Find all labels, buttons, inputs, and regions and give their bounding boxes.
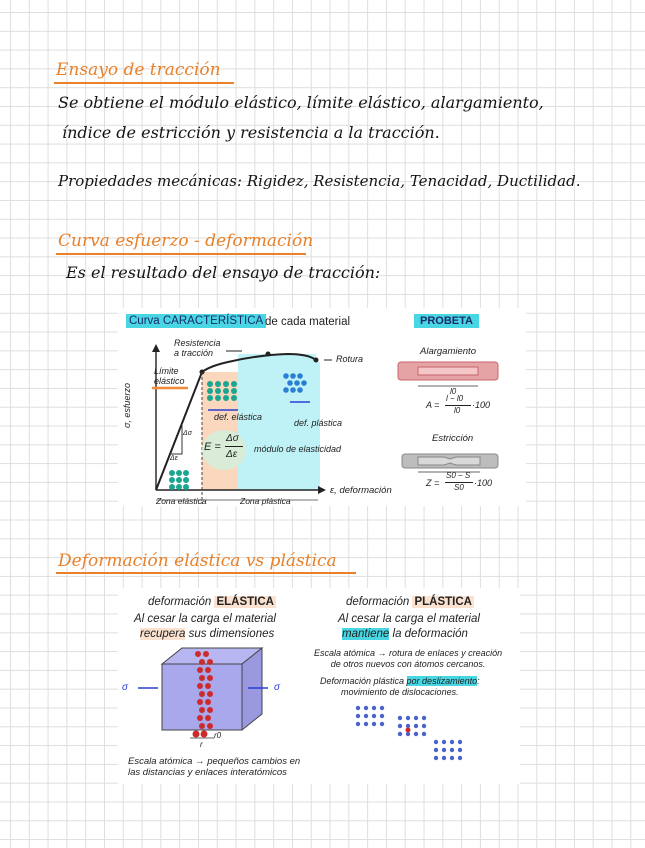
delta-sigma-small: Δσ [183, 430, 192, 437]
section-title-deformacion: Deformación elástica vs plástica [58, 551, 337, 571]
probeta-alargamiento [398, 362, 498, 386]
delta-eps-small: Δε [170, 455, 178, 462]
curve-header-suffix: de cada material [265, 316, 351, 328]
plastic-slip-post: : movimiento de dislocaciones. [341, 676, 480, 697]
elastic-line1: Al cesar la carga el material [134, 613, 276, 625]
max-point [266, 352, 271, 357]
probeta-estriccion [402, 454, 498, 472]
sigma-left: σ [122, 682, 129, 693]
modulus-e: E = [204, 441, 221, 453]
r0-label: r0 [214, 731, 222, 740]
l0-label: l0 [450, 387, 457, 396]
modulus-denominator: Δε [226, 449, 238, 460]
rotura-label: Rotura [336, 354, 364, 364]
stress-strain-figure [118, 308, 526, 506]
a-formula-num: l − l0 [446, 394, 464, 403]
plastic-atomic: Escala atómica → rotura de enlaces y creación de otros nuevos con átomos cercanos. [314, 648, 503, 669]
resistencia-label: Resistencia a tracción [174, 338, 221, 358]
y-axis-arrow [152, 344, 160, 352]
text-line-2: índice de estricción y resistencia a la tracción. [62, 123, 440, 142]
title-underline [54, 82, 234, 84]
plastic-highlight: mantiene [342, 628, 390, 640]
elastic-highlight: recupera [140, 628, 186, 640]
a-formula-den: l0 [454, 406, 461, 415]
a-formula-lhs: A = [426, 400, 440, 410]
elastic-title-pre: deformación [148, 596, 215, 608]
plastic-line1: Al cesar la carga el material [338, 613, 480, 625]
limite-label: Límite elástico [154, 366, 185, 386]
section-title-curva: Curva esfuerzo - deformación [58, 231, 314, 251]
elastic-rest: sus dimensiones [185, 628, 275, 640]
z-formula-lhs: Z = [426, 478, 440, 488]
sigma-right: σ [274, 682, 281, 693]
modulus-label: módulo de elasticidad [254, 444, 342, 454]
plastic-title-pre: deformación [346, 596, 413, 608]
def-plastica-label: def. plástica [294, 418, 343, 428]
text-line-1: Se obtiene el módulo elástico, límite elástico, alargamiento, [58, 93, 544, 112]
x-axis-label: ε, deformación [330, 485, 392, 496]
modulus-numerator: Δσ [226, 433, 239, 444]
plastic-line2 [342, 628, 468, 640]
alargamiento-label: Alargamiento [420, 346, 476, 357]
y-axis-label: σ, esfuerzo [122, 383, 132, 428]
text-line-3: Propiedades mecánicas: Rigidez, Resistencia, Tenacidad, Ductilidad. [58, 172, 581, 190]
a-formula-rhs: ·100 [472, 400, 491, 410]
title-underline [56, 253, 306, 255]
def-elastica-label: def. elástica [214, 412, 263, 422]
title-underline [56, 572, 356, 574]
estriccion-label: Estricción [432, 433, 474, 444]
lattice-1 [356, 706, 384, 726]
r-label: r [200, 740, 203, 749]
elastic-plastic-figure [118, 588, 520, 784]
plastic-title [346, 596, 474, 608]
elastic-atomic: Escala atómica → pequeños cambios en las distancias y enlaces interatómicos [128, 756, 301, 778]
dislocation-point [406, 728, 411, 733]
z-formula-den: S0 [454, 483, 464, 492]
modulus-fraction-bar [225, 446, 243, 447]
z-formula-rhs: ·100 [474, 478, 493, 488]
atom-grid-elastic [169, 470, 189, 490]
plastic-title-bold: PLÁSTICA [414, 596, 472, 608]
x-axis-arrow [318, 486, 326, 494]
text-line-curva: Es el resultado del ensayo de tracción: [66, 263, 381, 282]
curve-header-prefix: Curva CARACTERÍSTICA [129, 315, 264, 327]
rotura-point [314, 358, 319, 363]
z-formula-num: S0 − S [446, 471, 471, 480]
lattice-3 [434, 740, 462, 760]
probeta-label: PROBETA [414, 314, 479, 328]
plastic-rest: la deformación [389, 628, 468, 640]
lattice-2 [398, 716, 426, 736]
plastic-slip-pre: Deformación plástica [320, 676, 407, 686]
plastic-slip-highlight: por deslizamiento [406, 676, 478, 686]
plastic-slip [320, 676, 480, 698]
zona-elastica-label: Zona elástica [156, 496, 207, 506]
elastic-title-bold: ELÁSTICA [216, 596, 274, 608]
zona-plastica-label: Zona plástica [240, 496, 291, 506]
section-title-ensayo: Ensayo de tracción [56, 60, 221, 80]
